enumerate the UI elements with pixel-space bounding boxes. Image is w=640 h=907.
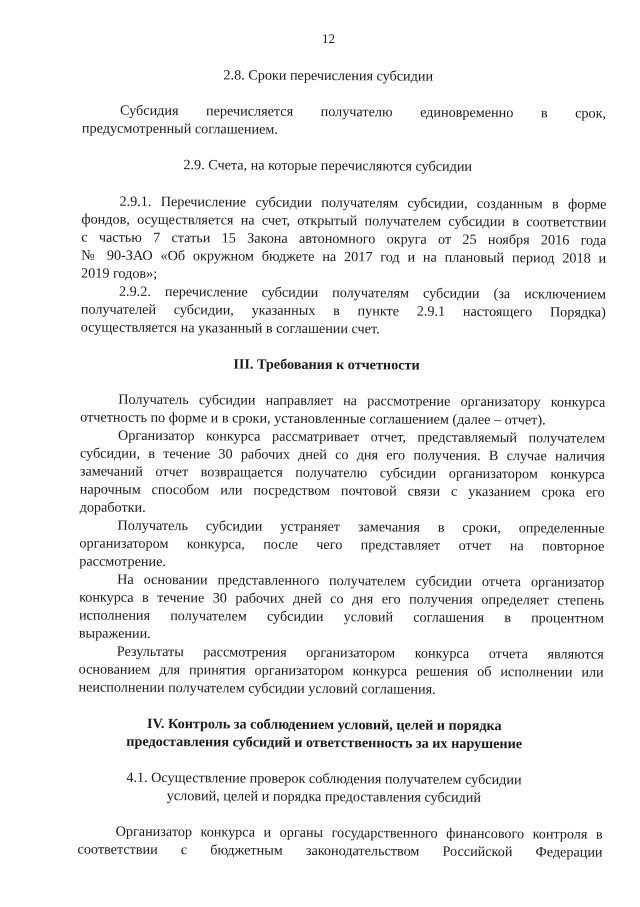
paragraph-line: Получатель субсидии устраняет замечания в сроки, определенные [117,517,605,537]
section-3-heading: III. Требования к отчетности [233,356,420,374]
section-4-heading: IV. Контроль за соблюдением условий, целей и порядка [146,715,502,735]
paragraph-line: 2.9.1. Перечисление субсидии получателям субсидии, созданным в форме [119,193,607,213]
paragraph-line: конкурса в течение 30 рабочих дней со дня его получения определяет степень [79,589,605,609]
paragraph-line: На основании представленного получателем субсидии отчета организатор [117,571,605,591]
paragraph-line: получателей субсидии, указанных в пункте 2.9.1 настоящего Порядка) [80,301,606,321]
paragraph-line: Получатель субсидии направляет на рассмотрение организатору конкурса [118,391,606,411]
paragraph-line: соответствии с бюджетным законодательством Российской Федерации [77,841,603,861]
paragraph-line: нарочным способом или посредством почтовой связи с указанием срока его [79,481,605,501]
paragraph-line: фондов, осуществляется на счет, открытый получателем субсидии в соответствии [81,211,607,231]
paragraph-line: доработки. [79,499,146,516]
paragraph-line: осуществляется на указанный в соглашении счет. [80,319,380,338]
paragraph-line: Организатор конкурса и органы государственного финансового контроля в [115,823,603,843]
section-2-9-heading: 2.9. Счета, на которые перечисляются субсидии [183,157,473,175]
paragraph-line: 2019 годов»; [81,265,158,283]
paragraph-line: неисполнении получателем субсидии условий соглашения. [78,679,436,698]
paragraph-line: № 90-ЗАО «Об окружном бюджете на 2017 год и на плановый период 2018 и [81,247,607,267]
paragraph-line: 2.9.2. перечисление субсидии получателям субсидии (за исключением [118,283,607,303]
paragraph-line: рассмотрение. [79,553,167,571]
paragraph-line: с частью 7 статьи 15 Закона автономного округа от 25 ноября 2016 года [81,229,607,249]
section-4-heading-line-2: предоставления субсидий и ответственность за их нарушение [126,733,523,753]
section-2-8-heading: 2.8. Сроки перечисления субсидии [223,67,434,85]
paragraph-line: предусмотренный соглашением. [81,120,279,138]
paragraph-line: субсидии, в течение 30 рабочих дней со дня его получения. В случае наличия [79,445,606,465]
paragraph-line: Субсидия перечисляется получателю единовременно в срок, [120,102,607,122]
paragraph-line: организатором конкурса, после чего представляет отчет на повторное [79,535,605,555]
paragraph-line: Результаты рассмотрения организатором конкурса отчета являются [116,643,604,663]
subsection-4-1-heading: 4.1. Осуществление проверок соблюдения получателем субсидии [126,769,522,789]
paragraph-line: отчетность по форме и в сроки, установленные соглашением (далее – отчет). [80,409,546,429]
paragraph-line: Организатор конкурса рассматривает отчет, представляемый получателем [118,427,606,447]
paragraph-line: исполнения получателем субсидии условий соглашения в процентном [78,607,605,627]
paragraph-line: выражении. [78,625,151,642]
paragraph-line: основанием для принятия организатором конкурса решения об исполнении или [78,661,604,681]
subsection-4-1-heading-line-2: условий, целей и порядка предоставления субсидий [166,788,482,806]
paragraph-line: замечаний отчет возвращается получателю субсидии организатором конкурса [79,463,605,483]
page-number: 12 [321,31,336,47]
